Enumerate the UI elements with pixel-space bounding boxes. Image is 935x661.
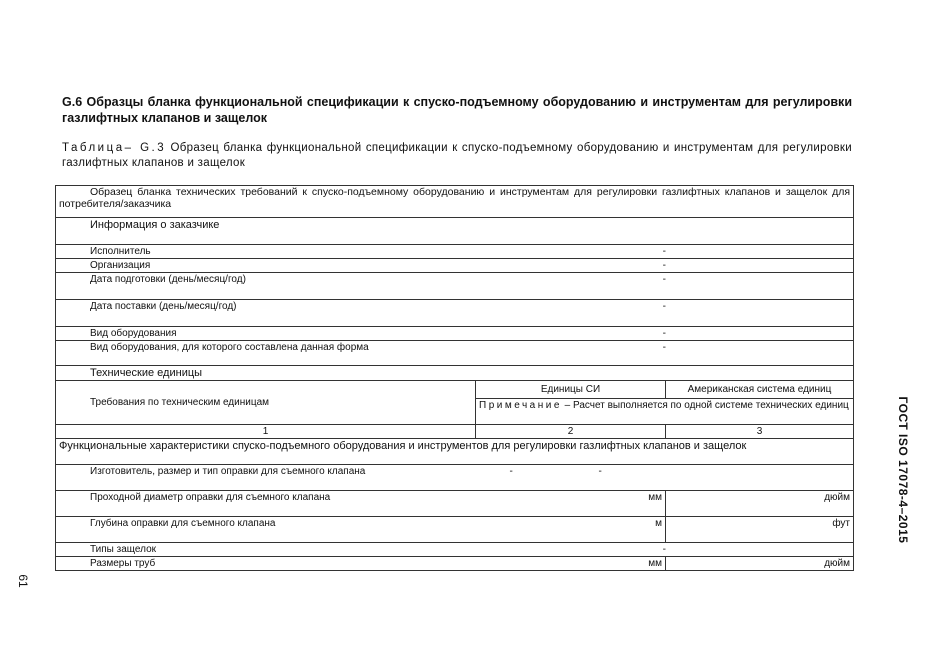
field-value: -: [476, 341, 854, 366]
field-value: -: [476, 259, 854, 273]
table-row: [56, 327, 854, 341]
units-requirement-label: Требования по техническим единицам: [56, 381, 476, 425]
field-value: -: [476, 300, 854, 327]
table-row: [56, 300, 854, 327]
field-label: Проходной диаметр оправки для съемного клапана: [56, 491, 476, 517]
field-unit: дюйм: [666, 557, 854, 571]
table-row: [56, 517, 854, 543]
table-row: [56, 341, 854, 366]
caption-text: Образец бланка функциональной спецификации к спуско-подъемному оборудованию и инструментам для регулировки газлифтных клапанов и защелок: [62, 142, 852, 169]
field-unit: мм: [566, 557, 666, 571]
customer-section-header: Информация о заказчике: [56, 218, 854, 245]
units-note: [476, 399, 854, 425]
field-value: -: [476, 465, 566, 491]
form-title-cell: [56, 186, 854, 218]
column-numbers-row: [56, 425, 854, 439]
field-label: Организация: [56, 259, 476, 273]
caption-label: Таблица: [62, 142, 125, 154]
field-value: [666, 465, 854, 491]
field-label: Дата подготовки (день/месяц/год): [56, 273, 476, 300]
column-number: 2: [476, 425, 666, 439]
standard-code: ГОСТ ISO 17078-4–2015: [896, 396, 910, 544]
note-text: – Расчет выполняется по одной системе технических единиц: [564, 400, 849, 411]
table-row: [56, 557, 854, 571]
caption-number: – G.3: [124, 142, 167, 154]
field-value: -: [476, 245, 854, 259]
form-title: Образец бланка технических требований к спуско-подъемному оборудованию и инструментам для регулировки газлифтных клапанов и защелок для потребителя/заказчика: [59, 186, 851, 210]
field-label: Дата поставки (день/месяц/год): [56, 300, 476, 327]
units-section-header: Технические единицы: [56, 366, 854, 381]
field-value: -: [476, 273, 854, 300]
field-value: [476, 517, 566, 543]
field-label: Размеры труб: [56, 557, 476, 571]
table-row: [56, 259, 854, 273]
table-row: [56, 465, 854, 491]
table-row: [56, 543, 854, 557]
functional-section-header: Функциональные характеристики спуско-подъемного оборудования и инструментов для регулировки газлифтных клапанов и защелок: [56, 439, 854, 465]
field-value: [476, 491, 566, 517]
column-number: 3: [666, 425, 854, 439]
table-row: [56, 273, 854, 300]
column-number: 1: [56, 425, 476, 439]
us-units-header: Американская система единиц: [666, 381, 854, 399]
specification-form-table: [55, 185, 854, 571]
table-row: [56, 245, 854, 259]
field-value: -: [476, 327, 854, 341]
standard-code-side: [868, 360, 935, 580]
field-label: Исполнитель: [56, 245, 476, 259]
field-unit: дюйм: [666, 491, 854, 517]
section-heading: G.6 Образцы бланка функциональной спецификации к спуско-подъемному оборудованию и инструментам для регулировки газлифтных клапанов и защелок: [62, 95, 852, 125]
si-units-header: Единицы СИ: [476, 381, 666, 399]
field-label: Вид оборудования: [56, 327, 476, 341]
field-value: -: [566, 465, 666, 491]
field-value: [476, 557, 566, 571]
field-label: Глубина оправки для съемного клапана: [56, 517, 476, 543]
page-number-side: [8, 566, 38, 596]
field-label: Изготовитель, размер и тип оправки для съемного клапана: [56, 465, 476, 491]
field-unit: мм: [566, 491, 666, 517]
field-unit: м: [566, 517, 666, 543]
table-caption: [62, 141, 852, 171]
field-label: Вид оборудования, для которого составлена данная форма: [56, 341, 476, 366]
field-unit: фут: [666, 517, 854, 543]
page-number: 61: [16, 574, 30, 588]
field-label: Типы защелок: [56, 543, 476, 557]
field-value: -: [476, 543, 854, 557]
note-label: Примечание: [479, 400, 562, 411]
table-row: [56, 491, 854, 517]
